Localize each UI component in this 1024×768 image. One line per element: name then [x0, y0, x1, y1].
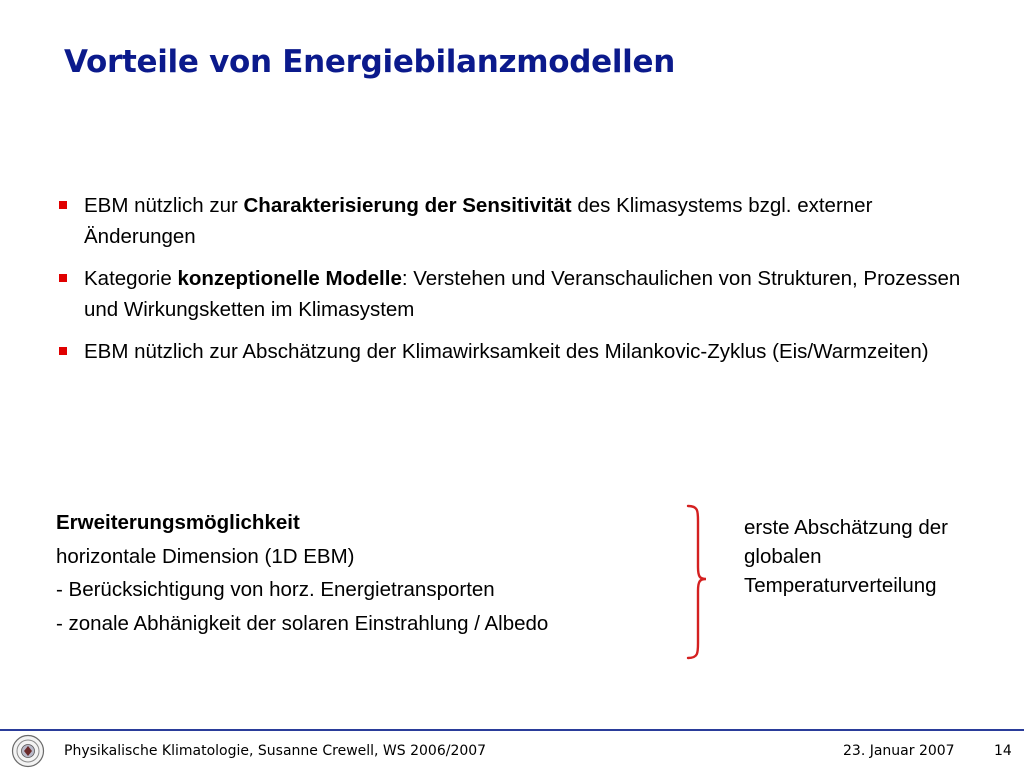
bullet-text-pre: EBM nützlich zur — [84, 194, 244, 217]
bullet-item — [56, 263, 986, 325]
bullet-text-bold: Charakterisierung der Sensitivität — [243, 194, 572, 217]
curly-brace-icon — [682, 503, 712, 661]
bullet-text-pre: EBM nützlich zur Abschätzung der Klimawirksamkeit des Milankovic-Zyklus (Eis/Warmzeiten) — [84, 340, 929, 363]
university-seal-icon — [11, 734, 45, 768]
extension-block — [56, 506, 548, 640]
footer-divider — [0, 729, 1024, 731]
slide-title: Vorteile von Energiebilanzmodellen — [64, 44, 675, 80]
footer-course: Physikalische Klimatologie, Susanne Crewell, WS 2006/2007 — [64, 743, 487, 759]
footer-date: 23. Januar 2007 — [843, 743, 955, 759]
bullet-text-post: : Verstehen und Veranschaulichen von Strukturen, Prozessen und Wirkungsketten im Klimasystem — [84, 267, 961, 321]
side-note: erste Abschätzung der globalen Temperaturverteilung — [744, 516, 948, 597]
bullet-text-bold: konzeptionelle Modelle — [177, 267, 402, 290]
extension-line: - zonale Abhänigkeit der solaren Einstrahlung / Albedo — [56, 611, 549, 635]
extension-line: horizontale Dimension (1D EBM) — [56, 544, 355, 568]
page-number: 14 — [994, 743, 1012, 759]
bullet-item — [56, 336, 986, 367]
bullet-text-post: des Klimasystems bzgl. externer Änderungen — [84, 194, 873, 248]
bullet-item — [56, 190, 986, 252]
bullet-text-pre: Kategorie — [84, 267, 178, 290]
extension-line: - Berücksichtigung von horz. Energietransporten — [56, 578, 495, 601]
square-bullet-icon — [59, 201, 67, 209]
bullet-list — [56, 190, 986, 378]
square-bullet-icon — [59, 347, 67, 355]
square-bullet-icon — [59, 274, 67, 282]
extension-heading: Erweiterungsmöglichkeit — [56, 511, 300, 534]
